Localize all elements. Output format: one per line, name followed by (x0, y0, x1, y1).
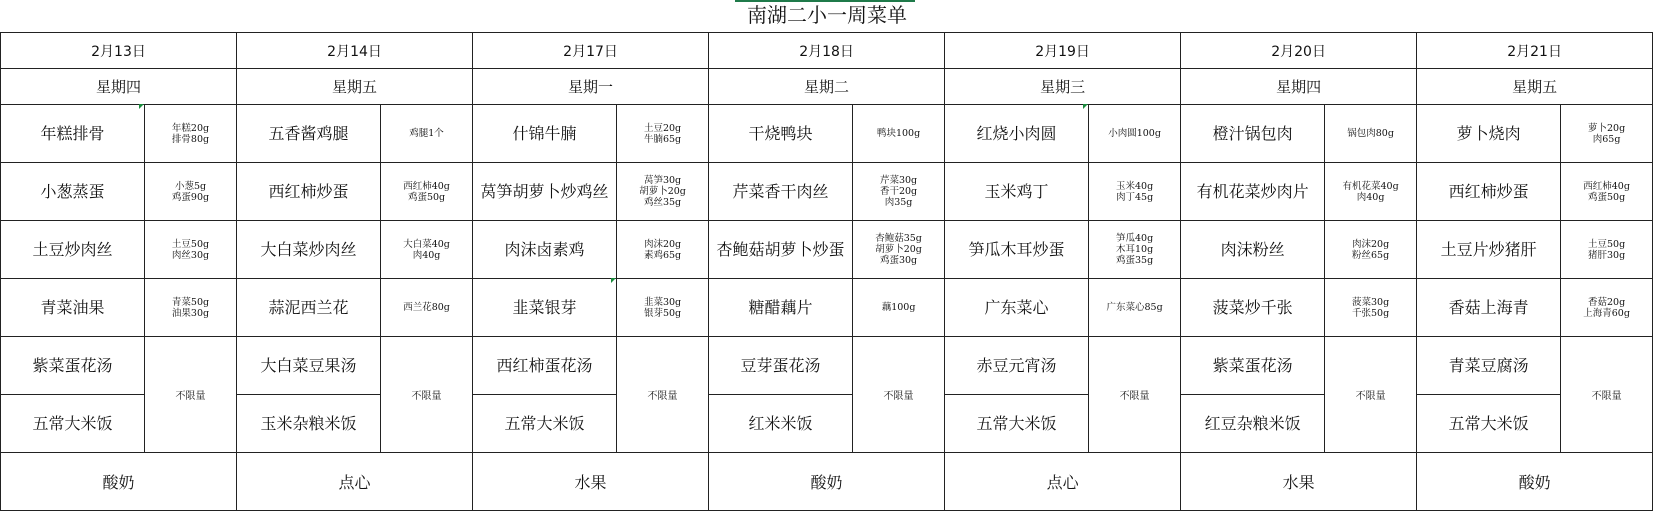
dish-name: 菠菜炒千张 (1181, 279, 1325, 337)
unlimited-note: 不限量 (381, 337, 473, 453)
dish-name: 蒜泥西兰花 (237, 279, 381, 337)
date-header: 2月14日 (237, 33, 473, 69)
quantity-line: 西红柿40g (1583, 180, 1630, 192)
dish-name: 青菜油果 (1, 279, 145, 337)
quantity-line: 韭菜30g (643, 296, 682, 308)
date-header: 2月19日 (945, 33, 1181, 69)
dish-quantity (145, 163, 237, 221)
rice-name: 五常大米饭 (945, 395, 1089, 453)
title-cell-highlight (735, 0, 915, 2)
unlimited-note: 不限量 (617, 337, 709, 453)
snack-name: 水果 (473, 453, 709, 511)
quantity-line: 锅包肉80g (1347, 128, 1394, 139)
dish-name: 橙汁锅包肉 (1181, 105, 1325, 163)
dish-name: 糖醋藕片 (709, 279, 853, 337)
dish-name: 年糕排骨 (1, 105, 145, 163)
soup-name: 青菜豆腐汤 (1417, 337, 1561, 395)
date-header: 2月18日 (709, 33, 945, 69)
soup-name: 豆芽蛋花汤 (709, 337, 853, 395)
quantity-line: 肉丁45g (1115, 191, 1154, 203)
snack-name: 点心 (945, 453, 1181, 511)
dish-name: 大白菜炒肉丝 (237, 221, 381, 279)
dish-name: 杏鲍菇胡萝卜炒蛋 (709, 221, 853, 279)
soup-name: 紫菜蛋花汤 (1181, 337, 1325, 395)
rice-name: 五常大米饭 (473, 395, 617, 453)
quantity-line: 小肉圆100g (1108, 128, 1161, 139)
quantity-line: 粉丝65g (1352, 249, 1390, 261)
quantity-line: 肉65g (1592, 133, 1621, 145)
weekday-header: 星期四 (1, 69, 237, 105)
dish-quantity (381, 279, 473, 337)
quantity-line: 香干20g (879, 186, 918, 197)
quantity-line: 肉沫20g (643, 238, 682, 250)
quantity-line: 鸡蛋35g (1115, 255, 1154, 266)
dish-name: 玉米鸡丁 (945, 163, 1089, 221)
dish-quantity (1325, 105, 1417, 163)
quantity-line: 鸡蛋50g (1588, 191, 1626, 203)
quantity-line: 肉40g (412, 249, 441, 261)
dish-quantity (853, 221, 945, 279)
dish-quantity (1561, 163, 1653, 221)
quantity-line: 肉35g (884, 197, 913, 208)
quantity-line: 上海青60g (1583, 307, 1630, 319)
unlimited-note: 不限量 (1089, 337, 1181, 453)
dish-quantity (853, 163, 945, 221)
soup-name: 紫菜蛋花汤 (1, 337, 145, 395)
quantity-line: 排骨80g (171, 133, 210, 145)
weekday-header: 星期五 (1417, 69, 1653, 105)
dish-quantity (1325, 279, 1417, 337)
dish-name: 小葱蒸蛋 (1, 163, 145, 221)
quantity-line: 土豆50g (1588, 238, 1626, 250)
weekday-header: 星期四 (1181, 69, 1417, 105)
snack-name: 酸奶 (1, 453, 237, 511)
quantity-line: 莴笋30g (643, 175, 682, 186)
unlimited-note: 不限量 (1561, 337, 1653, 453)
dish-quantity (853, 279, 945, 337)
quantity-line: 肉40g (1356, 191, 1385, 203)
quantity-line: 青菜50g (171, 296, 210, 308)
dish-quantity (1561, 221, 1653, 279)
soup-name: 赤豆元宵汤 (945, 337, 1089, 395)
dish-quantity (617, 279, 709, 337)
rice-name: 五常大米饭 (1417, 395, 1561, 453)
quantity-line: 玉米40g (1115, 180, 1154, 192)
unlimited-note: 不限量 (145, 337, 237, 453)
snack-name: 水果 (1181, 453, 1417, 511)
quantity-line: 木耳10g (1115, 244, 1154, 255)
dish-quantity (853, 105, 945, 163)
quantity-line: 胡萝卜20g (875, 244, 922, 255)
date-header: 2月20日 (1181, 33, 1417, 69)
quantity-line: 猪肝30g (1588, 249, 1626, 261)
quantity-line: 有机花菜40g (1342, 180, 1399, 192)
quantity-line: 胡萝卜20g (639, 186, 686, 197)
dish-quantity (1561, 105, 1653, 163)
dish-quantity (381, 105, 473, 163)
dish-quantity (381, 163, 473, 221)
dish-quantity (145, 221, 237, 279)
quantity-line: 杏鲍菇35g (875, 233, 922, 244)
quantity-line: 油果30g (171, 307, 210, 319)
rice-name: 五常大米饭 (1, 395, 145, 453)
quantity-line: 肉沫20g (1352, 238, 1390, 250)
cell-comment-marker (611, 278, 616, 283)
rice-name: 玉米杂粮米饭 (237, 395, 381, 453)
dish-name: 土豆片炒猪肝 (1417, 221, 1561, 279)
quantity-line: 大白菜40g (403, 238, 450, 250)
date-header: 2月21日 (1417, 33, 1653, 69)
quantity-line: 牛腩65g (643, 133, 682, 145)
date-header: 2月17日 (473, 33, 709, 69)
page-title: 南湖二小一周菜单 (747, 3, 907, 27)
snack-name: 酸奶 (1417, 453, 1653, 511)
soup-name: 大白菜豆果汤 (237, 337, 381, 395)
dish-quantity (145, 279, 237, 337)
dish-name: 红烧小肉圆 (945, 105, 1089, 163)
dish-name: 萝卜烧肉 (1417, 105, 1561, 163)
quantity-line: 芹菜30g (879, 175, 918, 186)
dish-name: 有机花菜炒肉片 (1181, 163, 1325, 221)
quantity-line: 菠菜30g (1352, 296, 1390, 308)
quantity-line: 鸡蛋50g (407, 191, 446, 203)
dish-name: 西红柿炒蛋 (1417, 163, 1561, 221)
quantity-line: 西兰花80g (403, 302, 450, 313)
quantity-line: 香菇20g (1588, 296, 1626, 308)
dish-quantity (1089, 279, 1181, 337)
quantity-line: 藕100g (881, 302, 916, 313)
weekday-header: 星期五 (237, 69, 473, 105)
date-header: 2月13日 (1, 33, 237, 69)
dish-quantity (1089, 163, 1181, 221)
unlimited-note: 不限量 (853, 337, 945, 453)
snack-name: 酸奶 (709, 453, 945, 511)
rice-name: 红米米饭 (709, 395, 853, 453)
quantity-line: 土豆50g (171, 238, 210, 250)
dish-name: 香菇上海青 (1417, 279, 1561, 337)
dish-quantity (1325, 163, 1417, 221)
dish-quantity (1089, 221, 1181, 279)
dish-quantity (1089, 105, 1181, 163)
quantity-line: 广东菜心85g (1106, 302, 1163, 313)
cell-comment-marker (139, 104, 144, 109)
dish-name: 什锦牛腩 (473, 105, 617, 163)
weekday-header: 星期一 (473, 69, 709, 105)
quantity-line: 西红柿40g (403, 180, 450, 192)
dish-name: 笋瓜木耳炒蛋 (945, 221, 1089, 279)
quantity-line: 鸡蛋30g (879, 255, 918, 266)
weekday-header: 星期三 (945, 69, 1181, 105)
quantity-line: 鸡丝35g (643, 197, 682, 208)
snack-name: 点心 (237, 453, 473, 511)
quantity-line: 银芽50g (643, 307, 682, 319)
quantity-line: 萝卜20g (1588, 122, 1626, 134)
dish-quantity (1325, 221, 1417, 279)
quantity-line: 土豆20g (643, 122, 682, 134)
rice-name: 红豆杂粮米饭 (1181, 395, 1325, 453)
menu-table (0, 32, 1653, 511)
dish-name: 肉沫粉丝 (1181, 221, 1325, 279)
quantity-line: 鸭块100g (876, 128, 921, 139)
dish-name: 西红柿炒蛋 (237, 163, 381, 221)
dish-name: 干烧鸭块 (709, 105, 853, 163)
weekday-header: 星期二 (709, 69, 945, 105)
quantity-line: 笋瓜40g (1115, 233, 1154, 244)
dish-quantity (617, 163, 709, 221)
dish-name: 五香酱鸡腿 (237, 105, 381, 163)
dish-quantity (617, 105, 709, 163)
quantity-line: 鸡腿1个 (409, 128, 444, 139)
dish-quantity (381, 221, 473, 279)
dish-quantity (617, 221, 709, 279)
quantity-line: 肉丝30g (171, 249, 210, 261)
unlimited-note: 不限量 (1325, 337, 1417, 453)
dish-name: 韭菜银芽 (473, 279, 617, 337)
dish-name: 广东菜心 (945, 279, 1089, 337)
dish-name: 芹菜香干肉丝 (709, 163, 853, 221)
soup-name: 西红柿蛋花汤 (473, 337, 617, 395)
dish-name: 土豆炒肉丝 (1, 221, 145, 279)
dish-name: 肉沫卤素鸡 (473, 221, 617, 279)
quantity-line: 鸡蛋90g (171, 191, 210, 203)
quantity-line: 素鸡65g (643, 249, 682, 261)
quantity-line: 小葱5g (174, 180, 207, 192)
dish-quantity (1561, 279, 1653, 337)
dish-name: 莴笋胡萝卜炒鸡丝 (473, 163, 617, 221)
quantity-line: 千张50g (1352, 307, 1390, 319)
quantity-line: 年糕20g (171, 122, 210, 134)
dish-quantity (145, 105, 237, 163)
cell-comment-marker (1083, 104, 1088, 109)
